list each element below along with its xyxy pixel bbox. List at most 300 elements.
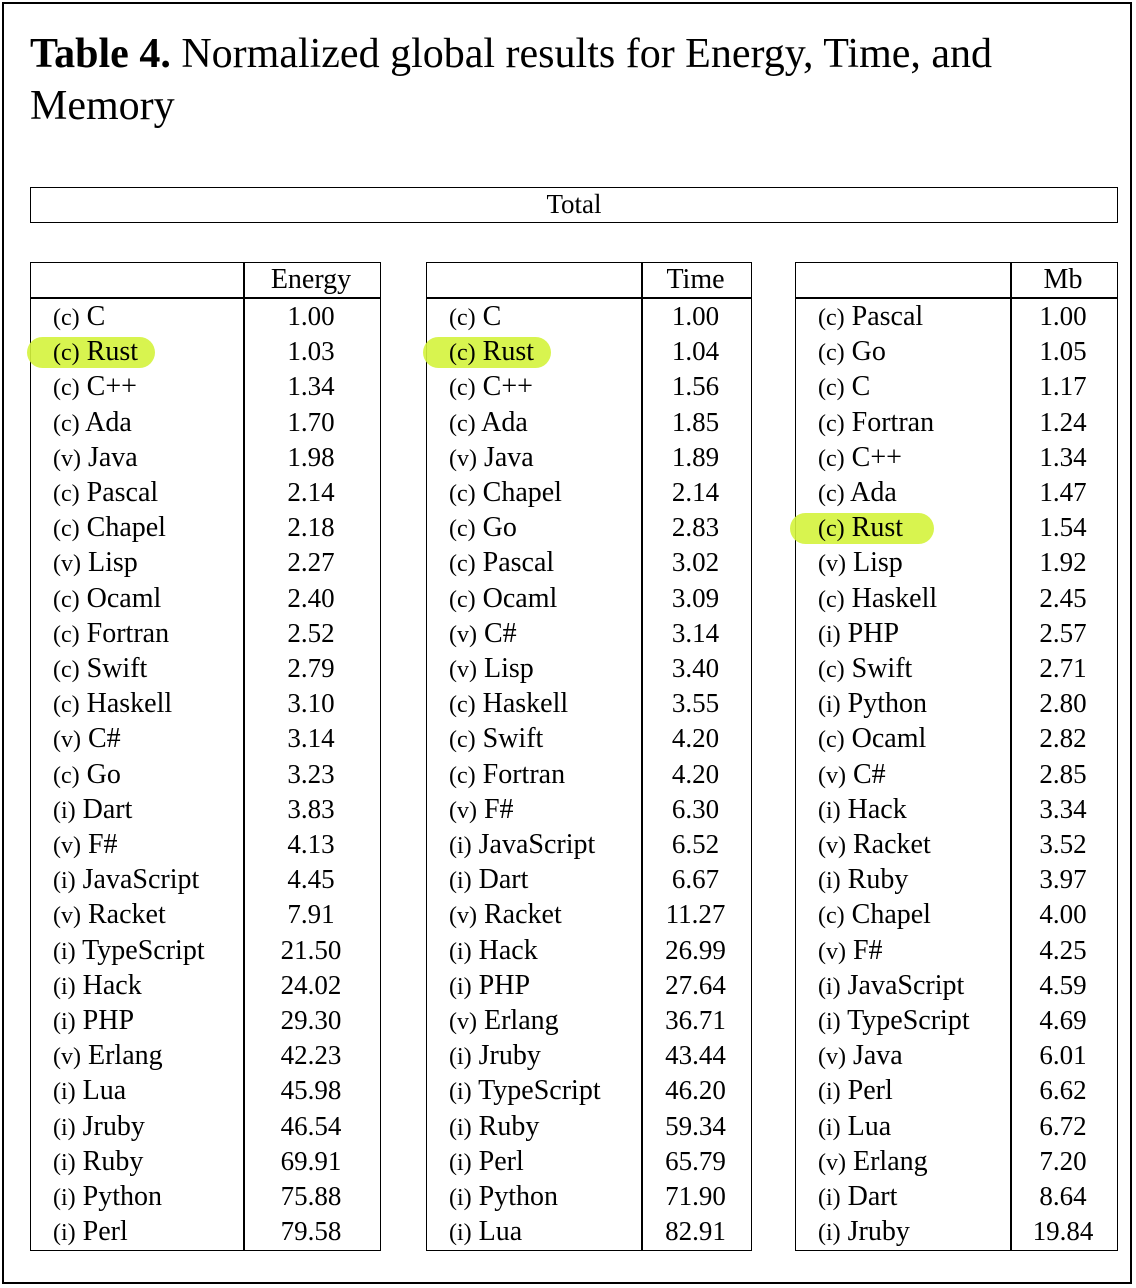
language-name: Jruby xyxy=(478,1040,541,1072)
language-cell xyxy=(53,1073,126,1110)
table-row xyxy=(31,1038,380,1073)
table-row xyxy=(796,862,1117,897)
paradigm-tag: (c) xyxy=(53,657,80,683)
table-row xyxy=(31,757,380,792)
language-name: Go xyxy=(86,758,121,790)
table-row xyxy=(31,510,380,545)
language-name: Racket xyxy=(87,899,166,931)
language-cell xyxy=(818,1073,893,1110)
language-name: Racket xyxy=(852,829,931,860)
value-cell: 1.00 xyxy=(1039,301,1087,331)
language-name: C# xyxy=(483,617,517,649)
language-cell xyxy=(818,1144,928,1181)
paradigm-tag: (v) xyxy=(53,445,81,472)
language-name: PHP xyxy=(847,617,900,649)
value-cell: 3.14 xyxy=(287,723,335,754)
language-cell xyxy=(449,510,517,547)
table-row xyxy=(796,334,1117,369)
language-cell xyxy=(53,581,161,618)
paradigm-tag: (i) xyxy=(449,1149,472,1176)
metric-header: Time xyxy=(666,264,725,295)
table-row xyxy=(31,1109,380,1144)
language-name: Haskell xyxy=(482,688,569,720)
table-row xyxy=(427,440,751,475)
language-cell xyxy=(53,757,121,794)
value-cell: 59.34 xyxy=(665,1110,726,1141)
value-cell: 4.25 xyxy=(1039,934,1087,965)
language-name: Fortran xyxy=(851,406,935,438)
language-cell xyxy=(818,334,886,371)
table-row xyxy=(796,616,1117,651)
table-row xyxy=(31,968,380,1003)
table-row xyxy=(427,827,751,862)
language-name: Java xyxy=(87,441,138,473)
table-row xyxy=(796,369,1117,404)
language-name: Jruby xyxy=(847,1216,910,1248)
table-row xyxy=(796,1144,1117,1179)
table-row xyxy=(796,897,1117,932)
language-cell xyxy=(818,1003,970,1040)
paradigm-tag: (v) xyxy=(53,833,81,859)
language-name: Perl xyxy=(478,1145,524,1177)
table-row xyxy=(427,581,751,616)
value-cell: 2.79 xyxy=(287,653,335,683)
table-row xyxy=(427,721,751,756)
language-name: Swift xyxy=(86,653,148,684)
value-cell: 3.52 xyxy=(1039,829,1087,859)
paradigm-tag: (i) xyxy=(53,973,76,1000)
paradigm-tag: (i) xyxy=(53,868,76,895)
table-row xyxy=(31,616,380,651)
table-row xyxy=(427,792,751,827)
value-cell: 21.50 xyxy=(280,934,342,965)
paradigm-tag: (v) xyxy=(449,657,477,683)
table-row xyxy=(427,1109,751,1144)
language-cell xyxy=(449,1144,524,1181)
table-row xyxy=(427,1073,751,1108)
paradigm-tag: (i) xyxy=(818,1009,841,1035)
paradigm-tag: (i) xyxy=(53,797,76,824)
language-cell xyxy=(53,440,138,477)
value-cell: 8.64 xyxy=(1039,1181,1087,1211)
paradigm-tag: (i) xyxy=(818,621,841,648)
language-cell xyxy=(818,827,931,864)
paradigm-tag: (v) xyxy=(818,938,846,965)
language-name: Chapel xyxy=(851,899,931,931)
table-row xyxy=(427,1003,751,1038)
value-cell: 6.01 xyxy=(1039,1040,1087,1071)
value-cell: 45.98 xyxy=(280,1075,342,1106)
table-row xyxy=(427,1144,751,1179)
paradigm-tag: (c) xyxy=(818,481,845,507)
total-header: Total xyxy=(30,187,1118,223)
paradigm-tag: (i) xyxy=(53,938,76,965)
language-name: Go xyxy=(482,512,517,544)
paradigm-tag: (i) xyxy=(818,797,841,824)
value-cell: 1.04 xyxy=(671,336,720,367)
language-cell xyxy=(449,369,533,406)
language-name: Fortran xyxy=(86,617,170,649)
language-name: Python xyxy=(82,1181,163,1212)
paradigm-tag: (c) xyxy=(818,445,845,472)
value-cell: 24.02 xyxy=(280,969,342,1000)
value-cell: 6.67 xyxy=(671,864,720,895)
value-cell: 79.58 xyxy=(280,1216,342,1247)
language-name: PHP xyxy=(82,1005,135,1036)
value-cell: 71.90 xyxy=(665,1181,726,1211)
value-cell: 43.44 xyxy=(665,1040,726,1071)
language-name: Ocaml xyxy=(482,582,558,614)
table-row xyxy=(427,862,751,897)
value-cell: 1.17 xyxy=(1039,371,1087,402)
caption-text: Normalized global results for Energy, Time, and Memory xyxy=(30,31,993,129)
table-row xyxy=(796,968,1117,1003)
language-name: JavaScript xyxy=(82,864,200,896)
paradigm-tag: (i) xyxy=(449,868,472,895)
paradigm-tag: (i) xyxy=(53,1009,76,1035)
table-row xyxy=(427,968,751,1003)
language-name: Ocaml xyxy=(851,723,927,755)
table-row xyxy=(31,1003,380,1038)
paradigm-tag: (c) xyxy=(53,692,80,719)
value-cell: 4.45 xyxy=(287,864,335,895)
language-name: C++ xyxy=(86,371,137,403)
table-row xyxy=(31,827,380,862)
paradigm-tag: (c) xyxy=(818,586,845,613)
paradigm-tag: (c) xyxy=(53,375,80,402)
table-row xyxy=(31,1144,380,1179)
paradigm-tag: (c) xyxy=(53,305,80,331)
language-cell xyxy=(53,827,118,864)
table-row xyxy=(31,1073,380,1108)
language-cell xyxy=(818,616,899,653)
paradigm-tag: (i) xyxy=(53,1185,76,1211)
language-name: Rust xyxy=(86,336,138,368)
table-row xyxy=(31,545,380,580)
paradigm-tag: (c) xyxy=(53,340,80,367)
table-row xyxy=(31,440,380,475)
paradigm-tag: (c) xyxy=(449,375,476,402)
language-cell xyxy=(818,299,923,336)
language-name: Ocaml xyxy=(86,582,162,614)
document-page xyxy=(2,2,1132,1284)
table-row xyxy=(427,545,751,580)
language-cell xyxy=(53,510,166,547)
table-row xyxy=(427,1214,751,1249)
paradigm-tag: (c) xyxy=(818,410,845,437)
table-row xyxy=(796,686,1117,721)
language-cell xyxy=(818,651,912,688)
paradigm-tag: (i) xyxy=(449,1185,472,1211)
language-cell xyxy=(53,686,172,723)
language-cell xyxy=(53,299,105,336)
language-cell xyxy=(53,721,121,758)
paradigm-tag: (c) xyxy=(449,305,476,331)
value-cell: 3.55 xyxy=(671,688,720,719)
language-cell xyxy=(818,369,870,406)
language-cell xyxy=(449,581,557,618)
language-cell xyxy=(449,1003,559,1040)
language-name: C# xyxy=(87,723,121,755)
value-cell: 6.72 xyxy=(1039,1110,1087,1141)
value-cell: 42.23 xyxy=(280,1040,342,1071)
table-row xyxy=(31,651,380,686)
language-cell xyxy=(818,792,907,829)
paradigm-tag: (i) xyxy=(53,1149,76,1176)
value-cell: 6.30 xyxy=(671,793,720,824)
language-cell xyxy=(818,933,883,970)
paradigm-tag: (i) xyxy=(449,973,472,1000)
value-cell: 2.82 xyxy=(1039,723,1087,754)
value-cell: 11.27 xyxy=(665,899,726,930)
paradigm-tag: (v) xyxy=(449,621,477,648)
value-cell: 2.14 xyxy=(287,477,335,507)
time-table xyxy=(426,262,752,1251)
table-row xyxy=(427,334,751,369)
language-name: Swift xyxy=(851,653,913,684)
paradigm-tag: (v) xyxy=(818,762,846,789)
table-row xyxy=(427,299,751,334)
language-cell xyxy=(53,616,169,653)
table-row xyxy=(796,545,1117,580)
language-cell xyxy=(53,545,138,582)
paradigm-tag: (c) xyxy=(449,410,476,437)
language-name: F# xyxy=(483,793,514,825)
value-cell: 4.59 xyxy=(1039,969,1087,1000)
paradigm-tag: (c) xyxy=(449,762,476,789)
table-row xyxy=(796,651,1117,686)
language-name: F# xyxy=(87,829,118,860)
language-name: Lua xyxy=(847,1110,892,1142)
table-row xyxy=(427,1179,751,1214)
language-cell xyxy=(53,897,166,934)
language-name: PHP xyxy=(478,969,531,1001)
language-cell xyxy=(449,616,517,653)
language-cell xyxy=(818,510,903,547)
table-row xyxy=(796,1003,1117,1038)
paradigm-tag: (i) xyxy=(53,1079,76,1106)
paradigm-tag: (i) xyxy=(53,1114,76,1141)
memory-table xyxy=(795,262,1118,1251)
paradigm-tag: (c) xyxy=(818,375,845,402)
paradigm-tag: (i) xyxy=(818,692,841,719)
language-name: Rust xyxy=(851,512,903,544)
paradigm-tag: (v) xyxy=(449,903,477,930)
language-name: Swift xyxy=(482,723,544,755)
value-cell: 1.85 xyxy=(671,406,720,437)
language-name: Hack xyxy=(82,969,142,1001)
language-cell xyxy=(449,968,530,1005)
language-name: Go xyxy=(851,336,886,368)
value-cell: 4.20 xyxy=(671,758,720,789)
table-row xyxy=(31,581,380,616)
language-name: Python xyxy=(847,688,928,720)
paradigm-tag: (i) xyxy=(449,1079,472,1106)
language-cell xyxy=(449,1073,601,1110)
table-row xyxy=(796,1109,1117,1144)
language-name: Chapel xyxy=(86,512,166,544)
value-cell: 3.34 xyxy=(1039,793,1087,824)
paradigm-tag: (c) xyxy=(449,727,476,754)
value-cell: 4.69 xyxy=(1039,1005,1087,1035)
table-row xyxy=(427,510,751,545)
language-cell xyxy=(818,862,908,899)
value-cell: 1.56 xyxy=(671,371,720,402)
language-name: Ruby xyxy=(847,864,909,896)
value-cell: 1.05 xyxy=(1039,336,1087,367)
language-cell xyxy=(818,757,886,794)
language-cell xyxy=(449,862,528,899)
value-cell: 65.79 xyxy=(665,1145,726,1176)
language-name: Ruby xyxy=(478,1110,540,1142)
language-cell xyxy=(818,475,897,512)
table-row xyxy=(31,721,380,756)
language-cell xyxy=(818,581,937,618)
value-cell: 4.20 xyxy=(671,723,720,754)
language-name: Fortran xyxy=(482,758,566,790)
table-row xyxy=(31,369,380,404)
paradigm-tag: (c) xyxy=(449,586,476,613)
value-cell: 29.30 xyxy=(280,1005,342,1035)
language-name: Erlang xyxy=(852,1145,928,1177)
language-cell xyxy=(53,1214,128,1251)
value-cell: 3.97 xyxy=(1039,864,1087,895)
value-cell: 1.47 xyxy=(1039,477,1087,507)
table-row xyxy=(427,897,751,932)
language-name: C xyxy=(86,301,106,332)
language-cell xyxy=(53,1038,163,1075)
value-cell: 4.00 xyxy=(1039,899,1087,930)
language-cell xyxy=(818,440,902,477)
value-cell: 36.71 xyxy=(665,1005,726,1035)
paradigm-tag: (i) xyxy=(818,973,841,1000)
language-name: C# xyxy=(852,758,886,790)
paradigm-tag: (v) xyxy=(53,727,81,754)
value-cell: 1.54 xyxy=(1039,512,1087,543)
value-cell: 2.85 xyxy=(1039,758,1087,789)
language-cell xyxy=(53,933,205,970)
language-name: Lua xyxy=(82,1075,127,1107)
language-cell xyxy=(53,651,147,688)
paradigm-tag: (c) xyxy=(818,340,845,367)
caption-label: Table 4. xyxy=(30,31,171,77)
language-name: Lua xyxy=(478,1216,523,1248)
paradigm-tag: (v) xyxy=(53,903,81,930)
paradigm-tag: (c) xyxy=(53,621,80,648)
language-name: Ada xyxy=(850,477,897,508)
value-cell: 3.09 xyxy=(671,582,720,613)
table-row xyxy=(31,933,380,968)
value-cell: 2.57 xyxy=(1039,617,1087,648)
value-cell: 1.00 xyxy=(287,301,335,331)
language-cell xyxy=(818,968,964,1005)
language-cell xyxy=(818,1179,897,1216)
language-cell xyxy=(818,545,903,582)
value-cell: 1.98 xyxy=(287,441,335,472)
paradigm-tag: (v) xyxy=(449,445,477,472)
language-name: Dart xyxy=(847,1181,898,1212)
language-cell xyxy=(818,686,927,723)
table-row xyxy=(427,1038,751,1073)
table-row xyxy=(796,1214,1117,1249)
paradigm-tag: (i) xyxy=(818,1114,841,1141)
paradigm-tag: (v) xyxy=(449,797,477,824)
paradigm-tag: (v) xyxy=(53,1044,81,1071)
language-cell xyxy=(449,827,595,864)
table-row xyxy=(31,862,380,897)
language-name: Pascal xyxy=(851,301,924,332)
language-cell xyxy=(449,405,528,442)
table-row xyxy=(796,1073,1117,1108)
table-row xyxy=(31,334,380,369)
table-row xyxy=(427,405,751,440)
language-name: Erlang xyxy=(483,1005,559,1036)
table-row xyxy=(427,475,751,510)
paradigm-tag: (c) xyxy=(818,305,845,331)
language-name: Lisp xyxy=(483,653,534,684)
language-cell xyxy=(449,334,534,371)
table-row xyxy=(31,792,380,827)
value-cell: 3.02 xyxy=(671,547,720,578)
language-cell xyxy=(53,862,199,899)
paradigm-tag: (c) xyxy=(818,727,845,754)
language-name: Pascal xyxy=(482,547,555,579)
value-cell: 7.91 xyxy=(287,899,335,930)
paradigm-tag: (c) xyxy=(818,903,845,930)
language-name: Haskell xyxy=(851,582,938,614)
language-name: Hack xyxy=(478,934,538,966)
value-cell: 1.03 xyxy=(287,336,335,367)
table-row xyxy=(31,475,380,510)
language-name: Java xyxy=(483,441,534,473)
value-cell: 2.27 xyxy=(287,547,335,578)
language-cell xyxy=(818,897,931,934)
language-cell xyxy=(449,792,514,829)
table-row xyxy=(796,721,1117,756)
language-cell xyxy=(449,757,565,794)
table-row xyxy=(796,792,1117,827)
language-cell xyxy=(53,334,138,371)
value-cell: 1.00 xyxy=(671,301,720,331)
language-name: Hack xyxy=(847,793,907,825)
value-cell: 1.34 xyxy=(287,371,335,402)
paradigm-tag: (i) xyxy=(818,1185,841,1211)
value-cell: 69.91 xyxy=(280,1145,342,1176)
language-cell xyxy=(53,1109,145,1146)
language-cell xyxy=(449,651,534,688)
language-cell xyxy=(449,721,543,758)
paradigm-tag: (c) xyxy=(53,516,80,543)
language-name: Perl xyxy=(82,1216,128,1248)
paradigm-tag: (c) xyxy=(53,586,80,613)
table-row xyxy=(427,369,751,404)
language-name: Jruby xyxy=(82,1110,145,1142)
language-cell xyxy=(449,475,562,512)
paradigm-tag: (i) xyxy=(449,833,472,859)
paradigm-tag: (i) xyxy=(449,1220,472,1247)
paradigm-tag: (c) xyxy=(449,692,476,719)
value-cell: 6.52 xyxy=(671,829,720,859)
value-cell: 46.54 xyxy=(280,1110,342,1141)
language-name: JavaScript xyxy=(478,829,596,860)
table-row xyxy=(796,933,1117,968)
value-cell: 2.45 xyxy=(1039,582,1087,613)
value-cell: 26.99 xyxy=(665,934,726,965)
value-cell: 6.62 xyxy=(1039,1075,1087,1106)
language-cell xyxy=(449,1214,522,1251)
value-cell: 2.40 xyxy=(287,582,335,613)
language-name: Ada xyxy=(481,406,528,438)
